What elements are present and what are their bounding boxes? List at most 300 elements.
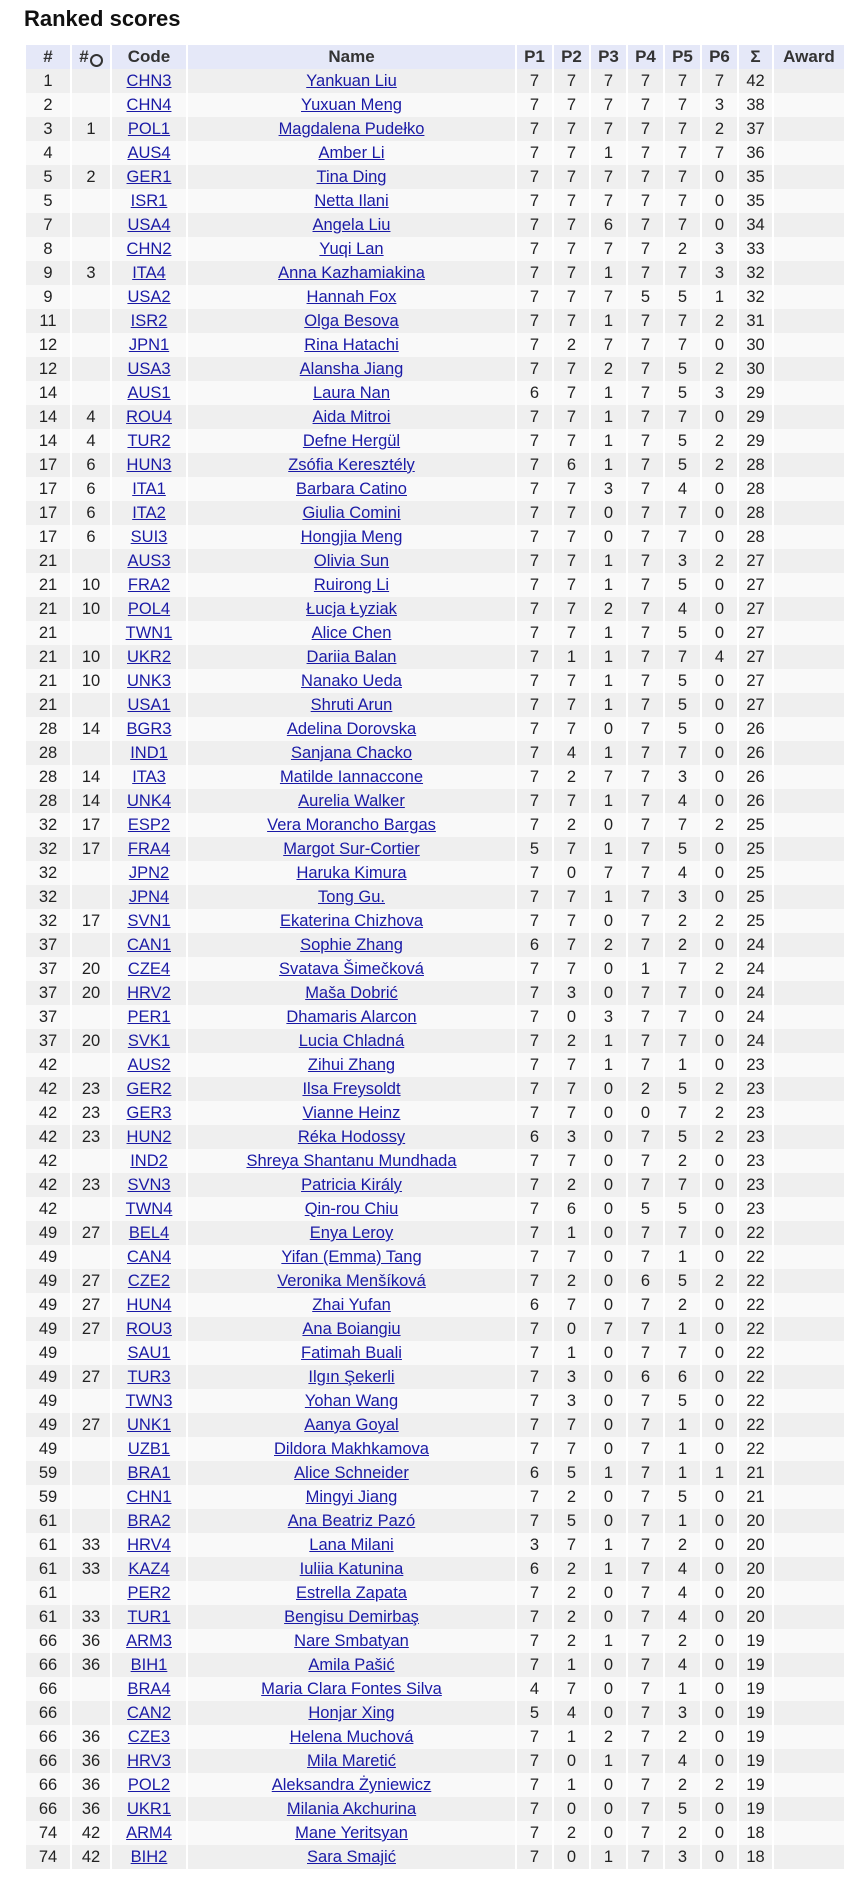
table-row (26, 933, 844, 957)
country-code-link[interactable]: UNK3 (126, 672, 171, 690)
cell-p2: 5 (554, 1509, 589, 1533)
country-code-link[interactable]: CZE3 (127, 1728, 171, 1746)
cell-p6: 0 (702, 1053, 737, 1077)
country-code-link[interactable]: UZB1 (127, 1440, 171, 1458)
contestant-name-link[interactable]: Patricia Király (301, 1176, 402, 1194)
contestant-name-link[interactable]: Ruirong Li (313, 576, 390, 594)
cell-p4: 7 (628, 837, 663, 861)
cell-p2: 2 (554, 1605, 589, 1629)
cell-code (112, 717, 186, 741)
cell-rank-sub: 33 (72, 1557, 110, 1581)
cell-p4: 5 (628, 1197, 663, 1221)
contestant-name-link[interactable]: Réka Hodossy (297, 1128, 406, 1146)
cell-total: 29 (739, 429, 772, 453)
contestant-name-link[interactable]: Zhai Yufan (312, 1296, 391, 1314)
contestant-name-link[interactable]: Tina Ding (316, 168, 387, 186)
table-row (26, 213, 844, 237)
cell-p2: 7 (554, 261, 589, 285)
contestant-name-link[interactable]: Aida Mitroi (312, 408, 391, 426)
contestant-name-link[interactable]: Alice Chen (311, 624, 392, 642)
country-code-link[interactable]: BIH1 (130, 1656, 168, 1674)
cell-p6: 0 (702, 1509, 737, 1533)
country-code-link[interactable]: GER3 (126, 1104, 172, 1122)
cell-name (188, 885, 515, 909)
cell-p6: 0 (702, 837, 737, 861)
cell-award (774, 909, 844, 933)
cell-total: 29 (739, 405, 772, 429)
table-row (26, 501, 844, 525)
contestant-name-link[interactable]: Giulia Comini (302, 504, 401, 522)
contestant-name-link[interactable]: Defne Hergül (302, 432, 401, 450)
cell-total: 28 (739, 525, 772, 549)
cell-p5: 4 (665, 1605, 700, 1629)
cell-p2: 3 (554, 981, 589, 1005)
cell-p6: 0 (702, 1557, 737, 1581)
cell-rank: 32 (26, 861, 70, 885)
contestant-name-link[interactable]: Dariia Balan (306, 648, 397, 666)
cell-p3: 2 (591, 933, 626, 957)
cell-p5: 2 (665, 1293, 700, 1317)
contestant-name-link[interactable]: Maria Clara Fontes Silva (261, 1680, 442, 1698)
country-code-link[interactable]: ROU4 (126, 408, 172, 426)
cell-p2: 7 (554, 717, 589, 741)
cell-award (774, 1197, 844, 1221)
contestant-name-link[interactable]: Ilsa Freysoldt (302, 1080, 401, 1098)
country-code-link[interactable]: USA2 (127, 288, 171, 306)
country-code-link[interactable]: BRA4 (127, 1680, 171, 1698)
cell-p6: 2 (702, 1101, 737, 1125)
contestant-name-link[interactable]: Alice Schneider (294, 1464, 409, 1482)
country-code-link[interactable]: CHN4 (126, 96, 172, 114)
cell-p3: 2 (591, 357, 626, 381)
cell-total: 21 (739, 1485, 772, 1509)
contestant-name-link[interactable]: Magdalena Pudełko (278, 120, 425, 138)
cell-award (774, 357, 844, 381)
contestant-name-link[interactable]: Ilgın Şekerli (308, 1368, 395, 1386)
country-code-link[interactable]: ARM4 (126, 1824, 172, 1842)
cell-p1: 7 (517, 1077, 552, 1101)
contestant-name-link[interactable]: Olga Besova (304, 312, 399, 330)
cell-rank: 66 (26, 1797, 70, 1821)
country-code-link[interactable]: UKR2 (126, 648, 171, 666)
cell-p4: 7 (628, 1173, 663, 1197)
cell-rank: 9 (26, 261, 70, 285)
country-code-link[interactable]: FRA2 (127, 576, 171, 594)
cell-p6: 2 (702, 453, 737, 477)
cell-p4: 7 (628, 1293, 663, 1317)
header-rank-sub-label: # (79, 47, 89, 66)
country-code-link[interactable]: CZE4 (127, 960, 171, 978)
cell-p5: 5 (665, 837, 700, 861)
contestant-name-link[interactable]: Yohan Wang (304, 1392, 399, 1410)
contestant-name-link[interactable]: Yifan (Emma) Tang (281, 1248, 422, 1266)
cell-name (188, 1125, 515, 1149)
contestant-name-link[interactable]: Svatava Šimečková (279, 960, 424, 978)
cell-p1: 7 (517, 477, 552, 501)
cell-name (188, 1293, 515, 1317)
contestant-name-link[interactable]: Łucja Łyziak (306, 600, 397, 618)
cell-total: 27 (739, 645, 772, 669)
contestant-name-link[interactable]: Aanya Goyal (304, 1416, 399, 1434)
cell-code (112, 1701, 186, 1725)
cell-p6: 2 (702, 1269, 737, 1293)
country-code-link[interactable]: CZE2 (127, 1272, 171, 1290)
cell-rank-sub (72, 1341, 110, 1365)
cell-p4: 7 (628, 693, 663, 717)
country-code-link[interactable]: TUR3 (127, 1368, 171, 1386)
contestant-name-link[interactable]: Mane Yeritsyan (295, 1824, 408, 1842)
cell-name (188, 1005, 515, 1029)
contestant-name-link[interactable]: Nanako Ueda (301, 672, 402, 690)
cell-code (112, 1557, 186, 1581)
cell-rank-sub (72, 1509, 110, 1533)
contestant-name-link[interactable]: Yuqi Lan (319, 240, 384, 258)
cell-award (774, 261, 844, 285)
cell-award (774, 1845, 844, 1869)
table-row (26, 1629, 844, 1653)
contestant-name-link[interactable]: Iuliia Katunina (299, 1560, 404, 1578)
contestant-name-link[interactable]: Amila Pašić (308, 1656, 395, 1674)
contestant-name-link[interactable]: Sophie Zhang (300, 936, 403, 954)
cell-rank-sub: 1 (72, 117, 110, 141)
country-code-link[interactable]: PER2 (127, 1584, 171, 1602)
ranked-scores-table (24, 45, 846, 1869)
country-code-link[interactable]: HUN4 (126, 1296, 172, 1314)
cell-code (112, 1485, 186, 1509)
cell-p1: 6 (517, 381, 552, 405)
cell-rank: 66 (26, 1773, 70, 1797)
contestant-name-link[interactable]: Mila Maretić (307, 1752, 396, 1770)
country-code-link[interactable]: BEL4 (128, 1224, 170, 1242)
cell-award (774, 165, 844, 189)
contestant-name-link[interactable]: Honjar Xing (308, 1704, 395, 1722)
contestant-name-link[interactable]: Aurelia Walker (298, 792, 405, 810)
cell-award (774, 1173, 844, 1197)
contestant-name-link[interactable]: Laura Nan (312, 384, 391, 402)
cell-p3: 1 (591, 453, 626, 477)
cell-p2: 2 (554, 1581, 589, 1605)
country-code-link[interactable]: HRV3 (127, 1752, 171, 1770)
cell-p1: 7 (517, 1389, 552, 1413)
cell-p4: 7 (628, 1341, 663, 1365)
cell-p6: 0 (702, 1725, 737, 1749)
country-code-link[interactable]: JPN1 (128, 336, 170, 354)
country-code-link[interactable]: IND1 (130, 744, 168, 762)
contestant-name-link[interactable]: Barbara Catino (296, 480, 407, 498)
cell-p6: 0 (702, 1797, 737, 1821)
cell-p6: 0 (702, 1749, 737, 1773)
cell-award (774, 573, 844, 597)
contestant-name-link[interactable]: Rina Hatachi (304, 336, 399, 354)
country-code-link[interactable]: TWN4 (125, 1200, 173, 1218)
table-row (26, 597, 844, 621)
cell-p5: 7 (665, 333, 700, 357)
cell-rank-sub: 4 (72, 405, 110, 429)
country-code-link[interactable]: CAN4 (126, 1248, 171, 1266)
cell-name (188, 1701, 515, 1725)
cell-rank: 12 (26, 333, 70, 357)
cell-code (112, 645, 186, 669)
cell-p5: 7 (665, 1005, 700, 1029)
contestant-name-link[interactable]: Hannah Fox (306, 288, 397, 306)
contestant-name-link[interactable]: Shruti Arun (310, 696, 393, 714)
table-row (26, 621, 844, 645)
cell-p2: 7 (554, 501, 589, 525)
country-code-link[interactable]: AUS3 (127, 552, 171, 570)
cell-p4: 7 (628, 525, 663, 549)
country-code-link[interactable]: SVK1 (127, 1032, 171, 1050)
header-p6: P6 (702, 45, 737, 69)
country-code-link[interactable]: SVN1 (127, 912, 171, 930)
table-row (26, 1845, 844, 1869)
country-code-link[interactable]: JPN4 (128, 888, 170, 906)
country-code-link[interactable]: HUN3 (126, 456, 172, 474)
contestant-name-link[interactable]: Sara Smajić (307, 1848, 396, 1866)
country-code-link[interactable]: USA4 (127, 216, 171, 234)
cell-p2: 7 (554, 117, 589, 141)
contestant-name-link[interactable]: Hongjia Meng (300, 528, 403, 546)
country-code-link[interactable]: FRA4 (127, 840, 171, 858)
country-code-link[interactable]: POL2 (127, 1776, 171, 1794)
contestant-name-link[interactable]: Bengisu Demirbaş (284, 1608, 419, 1626)
contestant-name-link[interactable]: Lucia Chladná (298, 1032, 405, 1050)
contestant-name-link[interactable]: Anna Kazhamiakina (278, 264, 425, 282)
contestant-name-link[interactable]: Zihui Zhang (307, 1056, 396, 1074)
contestant-name-link[interactable]: Ekaterina Chizhova (279, 912, 424, 930)
contestant-name-link[interactable]: Angela Liu (312, 216, 391, 234)
country-code-link[interactable]: JPN2 (128, 864, 170, 882)
cell-rank-sub: 17 (72, 813, 110, 837)
contestant-name-link[interactable]: Yankuan Liu (306, 72, 397, 90)
contestant-name-link[interactable]: Nare Smbatyan (294, 1632, 409, 1650)
contestant-name-link[interactable]: Lana Milani (309, 1536, 394, 1554)
contestant-name-link[interactable]: Dhamaris Alarcon (286, 1008, 417, 1026)
country-code-link[interactable]: ITA1 (132, 480, 166, 498)
cell-rank-sub: 20 (72, 1029, 110, 1053)
country-code-link[interactable]: HRV4 (127, 1536, 171, 1554)
contestant-name-link[interactable]: Fatimah Buali (301, 1344, 402, 1362)
country-code-link[interactable]: GER2 (126, 1080, 172, 1098)
cell-p3: 1 (591, 1557, 626, 1581)
contestant-name-link[interactable]: Haruka Kimura (296, 864, 407, 882)
cell-rank-sub (72, 1461, 110, 1485)
country-code-link[interactable]: IND2 (130, 1152, 168, 1170)
country-code-link[interactable]: ITA2 (132, 504, 166, 522)
country-code-link[interactable]: GER1 (126, 168, 172, 186)
contestant-name-link[interactable]: Estrella Zapata (296, 1584, 407, 1602)
contestant-name-link[interactable]: Enya Leroy (309, 1224, 394, 1242)
contestant-name-link[interactable]: Milania Akchurina (286, 1800, 417, 1818)
country-code-link[interactable]: PER1 (127, 1008, 171, 1026)
cell-p3: 1 (591, 837, 626, 861)
cell-code (112, 117, 186, 141)
cell-p4: 5 (628, 285, 663, 309)
cell-p4: 7 (628, 1605, 663, 1629)
country-code-link[interactable]: AUS2 (127, 1056, 171, 1074)
country-code-link[interactable]: BRA1 (127, 1464, 171, 1482)
country-code-link[interactable]: TWN1 (125, 624, 173, 642)
cell-p2: 7 (554, 669, 589, 693)
country-code-link[interactable]: BGR3 (126, 720, 172, 738)
country-code-link[interactable]: CHN2 (126, 240, 172, 258)
country-code-link[interactable]: TUR2 (127, 432, 171, 450)
cell-p5: 1 (665, 1509, 700, 1533)
country-code-link[interactable]: POL4 (127, 600, 171, 618)
country-code-link[interactable]: UKR1 (126, 1800, 171, 1818)
cell-rank: 37 (26, 981, 70, 1005)
cell-award (774, 1653, 844, 1677)
cell-code (112, 1389, 186, 1413)
cell-award (774, 1485, 844, 1509)
cell-p4: 7 (628, 69, 663, 93)
cell-name (188, 1629, 515, 1653)
cell-total: 31 (739, 309, 772, 333)
contestant-name-link[interactable]: Vianne Heinz (302, 1104, 401, 1122)
cell-name (188, 1653, 515, 1677)
cell-p5: 7 (665, 501, 700, 525)
cell-p4: 7 (628, 213, 663, 237)
cell-rank: 14 (26, 429, 70, 453)
contestant-name-link[interactable]: Margot Sur-Cortier (283, 840, 420, 858)
cell-award (774, 117, 844, 141)
country-code-link[interactable]: UNK1 (126, 1416, 171, 1434)
cell-p5: 2 (665, 1629, 700, 1653)
cell-rank-sub: 14 (72, 765, 110, 789)
cell-name (188, 981, 515, 1005)
cell-total: 25 (739, 861, 772, 885)
country-code-link[interactable]: CAN2 (126, 1704, 171, 1722)
contestant-name-link[interactable]: Qin-rou Chiu (304, 1200, 399, 1218)
cell-p5: 5 (665, 1797, 700, 1821)
cell-code (112, 141, 186, 165)
country-code-link[interactable]: ESP2 (127, 816, 171, 834)
contestant-name-link[interactable]: Maša Dobrić (305, 984, 398, 1002)
cell-p4: 7 (628, 309, 663, 333)
country-code-link[interactable]: AUS1 (127, 384, 171, 402)
country-code-link[interactable]: SAU1 (127, 1344, 171, 1362)
country-code-link[interactable]: SUI3 (130, 528, 168, 546)
cell-p6: 0 (702, 1221, 737, 1245)
cell-p2: 7 (554, 93, 589, 117)
contestant-name-link[interactable]: Amber Li (318, 144, 385, 162)
cell-rank-sub: 27 (72, 1365, 110, 1389)
cell-name (188, 261, 515, 285)
cell-total: 30 (739, 357, 772, 381)
cell-total: 20 (739, 1581, 772, 1605)
cell-rank-sub: 36 (72, 1773, 110, 1797)
header-total: Σ (739, 45, 772, 69)
cell-p1: 7 (517, 1149, 552, 1173)
contestant-name-link[interactable]: Matilde Iannaccone (279, 768, 424, 786)
cell-award (774, 741, 844, 765)
country-code-link[interactable]: UNK4 (126, 792, 171, 810)
cell-p6: 2 (702, 429, 737, 453)
cell-name (188, 621, 515, 645)
contestant-name-link[interactable]: Mingyi Jiang (305, 1488, 398, 1506)
table-row (26, 1749, 844, 1773)
contestant-name-link[interactable]: Ana Beatriz Pazó (287, 1512, 416, 1530)
cell-p6: 2 (702, 957, 737, 981)
cell-p3: 0 (591, 1269, 626, 1293)
cell-code (112, 1245, 186, 1269)
contestant-name-link[interactable]: Netta Ilani (314, 192, 389, 210)
cell-p2: 7 (554, 957, 589, 981)
cell-rank-sub: 27 (72, 1293, 110, 1317)
cell-name (188, 1173, 515, 1197)
cell-p2: 7 (554, 933, 589, 957)
cell-rank-sub: 36 (72, 1653, 110, 1677)
contestant-name-link[interactable]: Vera Morancho Bargas (267, 816, 436, 834)
cell-name (188, 1845, 515, 1869)
country-code-link[interactable]: AUS4 (127, 144, 171, 162)
contestant-name-link[interactable]: Yuxuan Meng (301, 96, 402, 114)
country-code-link[interactable]: HUN2 (126, 1128, 172, 1146)
cell-p6: 0 (702, 1533, 737, 1557)
country-code-link[interactable]: KAZ4 (128, 1560, 170, 1578)
contestant-name-link[interactable]: Dildora Makhkamova (274, 1440, 429, 1458)
country-code-link[interactable]: ITA4 (132, 264, 166, 282)
cell-total: 25 (739, 837, 772, 861)
cell-rank-sub (72, 69, 110, 93)
country-code-link[interactable]: USA3 (127, 360, 171, 378)
country-code-link[interactable]: ARM3 (126, 1632, 172, 1650)
contestant-name-link[interactable]: Shreya Shantanu Mundhada (246, 1152, 457, 1170)
country-code-link[interactable]: SVN3 (127, 1176, 171, 1194)
cell-total: 23 (739, 1101, 772, 1125)
country-code-link[interactable]: ROU3 (126, 1320, 172, 1338)
cell-rank-sub (72, 381, 110, 405)
contestant-name-link[interactable]: Helena Muchová (289, 1728, 414, 1746)
country-code-link[interactable]: ITA3 (132, 768, 166, 786)
country-code-link[interactable]: USA1 (127, 696, 171, 714)
country-code-link[interactable]: BIH2 (130, 1848, 168, 1866)
contestant-name-link[interactable]: Alansha Jiang (299, 360, 404, 378)
cell-p1: 7 (517, 1773, 552, 1797)
cell-p6: 0 (702, 1149, 737, 1173)
country-code-link[interactable]: BRA2 (127, 1512, 171, 1530)
cell-name (188, 1101, 515, 1125)
cell-p5: 5 (665, 453, 700, 477)
contestant-name-link[interactable]: Olivia Sun (313, 552, 390, 570)
cell-code (112, 1221, 186, 1245)
contestant-name-link[interactable]: Tong Gu. (318, 888, 385, 906)
cell-code (112, 429, 186, 453)
country-code-link[interactable]: CAN1 (126, 936, 171, 954)
cell-p1: 7 (517, 645, 552, 669)
contestant-name-link[interactable]: Veronika Menšíková (277, 1272, 426, 1290)
cell-award (774, 189, 844, 213)
cell-p6: 1 (702, 285, 737, 309)
country-code-link[interactable]: TUR1 (127, 1608, 171, 1626)
cell-code (112, 669, 186, 693)
contestant-name-link[interactable]: Aleksandra Żyniewicz (271, 1776, 432, 1794)
country-code-link[interactable]: HRV2 (127, 984, 171, 1002)
cell-rank: 61 (26, 1533, 70, 1557)
contestant-name-link[interactable]: Ana Boiangiu (302, 1320, 401, 1338)
country-code-link[interactable]: TWN3 (125, 1392, 173, 1410)
cell-rank-sub: 23 (72, 1077, 110, 1101)
cell-p3: 0 (591, 1653, 626, 1677)
contestant-name-link[interactable]: Sanjana Chacko (290, 744, 413, 762)
country-code-link[interactable]: POL1 (127, 120, 171, 138)
country-code-link[interactable]: CHN1 (126, 1488, 172, 1506)
contestant-name-link[interactable]: Zsófia Keresztély (288, 456, 415, 474)
country-code-link[interactable]: ISR1 (130, 192, 168, 210)
contestant-name-link[interactable]: Adelina Dorovska (286, 720, 417, 738)
cell-rank: 28 (26, 741, 70, 765)
country-code-link[interactable]: ISR2 (130, 312, 168, 330)
country-code-link[interactable]: CHN3 (126, 72, 172, 90)
